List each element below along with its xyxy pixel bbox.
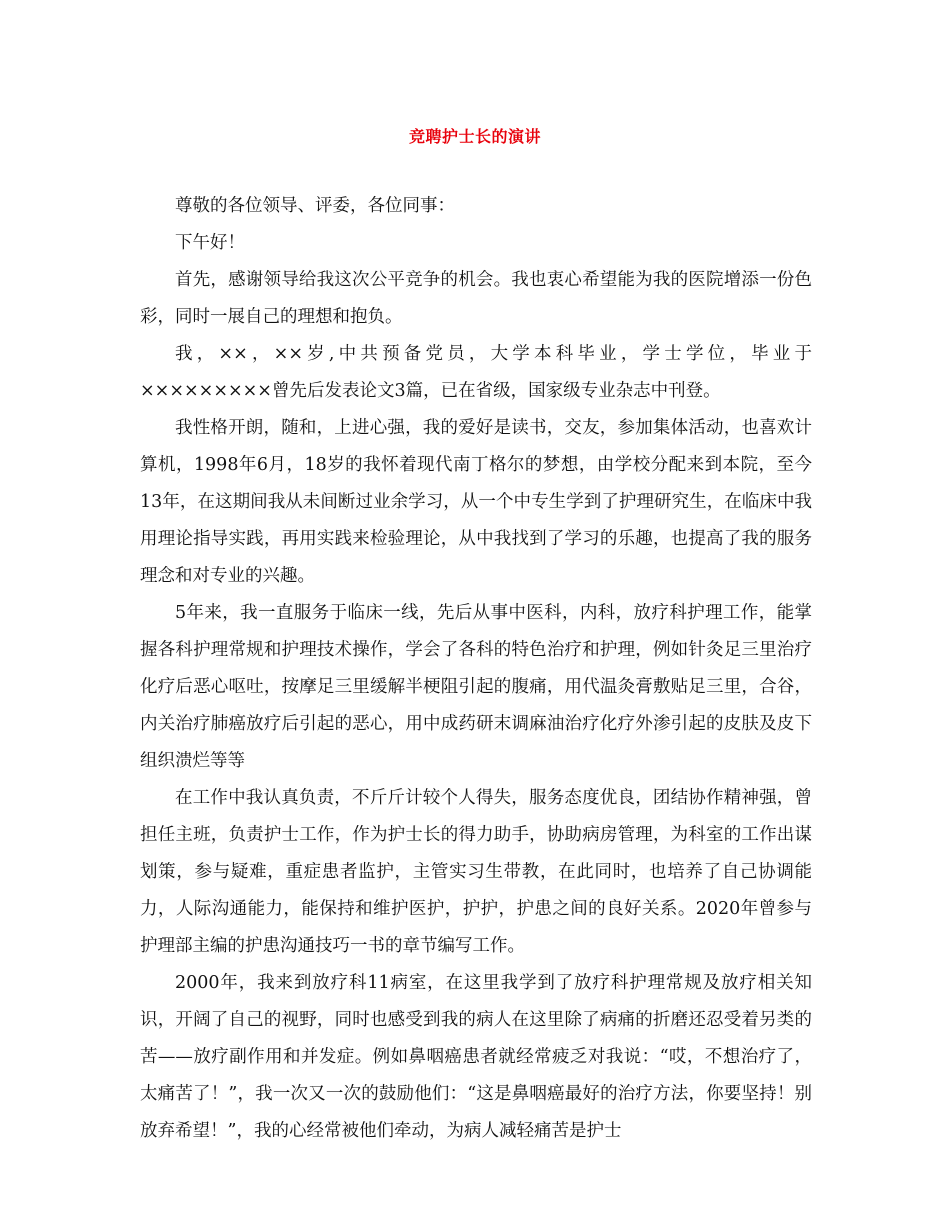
document-title: 竞聘护士长的演讲 — [408, 127, 541, 146]
paragraph-greeting: 下午好！ — [175, 233, 245, 253]
paragraph-radiotherapy-ward: 2000年，我来到放疗科11病室，在这里我学到了放疗科护理常规及放疗相关知识，开阔了自己的视野，同时也感受到我的病人在这里除了病痛的折磨还忍受着另类的苦——放疗副作用和并发症。例如鼻咽癌患者就经常疲乏对我说：“哎，不想治疗了，太痛苦了！”，我一次又一次的鼓励他们：“这是鼻咽癌最好的治疗方法，你要坚持！别放弃希望！”，我的心经常被他们牵动，为病人减轻痛苦是护士 — [140, 973, 812, 1141]
paragraph-introduction: 我，××，××岁,中共预备党员，大学本科毕业，学士学位，毕业于×××××××××曾先后发表论文3篇，已在省级，国家级专业杂志中刊登。 — [140, 344, 812, 401]
paragraph-personality: 我性格开朗，随和，上进心强，我的爱好是读书，交友，参加集体活动，也喜欢计算机，1998年6月，18岁的我怀着现代南丁格尔的梦想，由学校分配来到本院，至今13年，在这期间我从未间断过业余学习，从一个中专生学到了护理研究生，在临床中我用理论指导实践，再用实践来检验理论，从中我找到了学习的乐趣，也提高了我的服务理念和对专业的兴趣。 — [140, 418, 812, 586]
paragraph-clinical-experience: 5年来，我一直服务于临床一线，先后从事中医科，内科，放疗科护理工作，能掌握各科护理常规和护理技术操作，学会了各科的特色治疗和护理，例如针灸足三里治疗化疗后恶心呕吐，按摩足三里缓解半梗阻引起的腹痛，用代温灸膏敷贴足三里，合谷，内关治疗肺癌放疗后引起的恶心，用中成药研末调麻油治疗化疗外渗引起的皮肤及皮下组织溃烂等等 — [140, 603, 812, 771]
paragraph-salutation: 尊敬的各位领导、评委，各位同事： — [175, 196, 455, 216]
paragraph-thanks: 首先，感谢领导给我这次公平竞争的机会。我也衷心希望能为我的医院增添一份色彩，同时一展自己的理想和抱负。 — [140, 270, 812, 327]
document-body — [140, 188, 812, 1150]
paragraph-work-attitude: 在工作中我认真负责，不斤斤计较个人得失，服务态度优良，团结协作精神强，曾担任主班，负责护士工作，作为护士长的得力助手，协助病房管理，为科室的工作出谋划策，参与疑难，重症患者监护，主管实习生带教，在此同时，也培养了自己协调能力，人际沟通能力，能保持和维护医护，护护，护患之间的良好关系。2020年曾参与护理部主编的护患沟通技巧一书的章节编写工作。 — [140, 788, 812, 956]
